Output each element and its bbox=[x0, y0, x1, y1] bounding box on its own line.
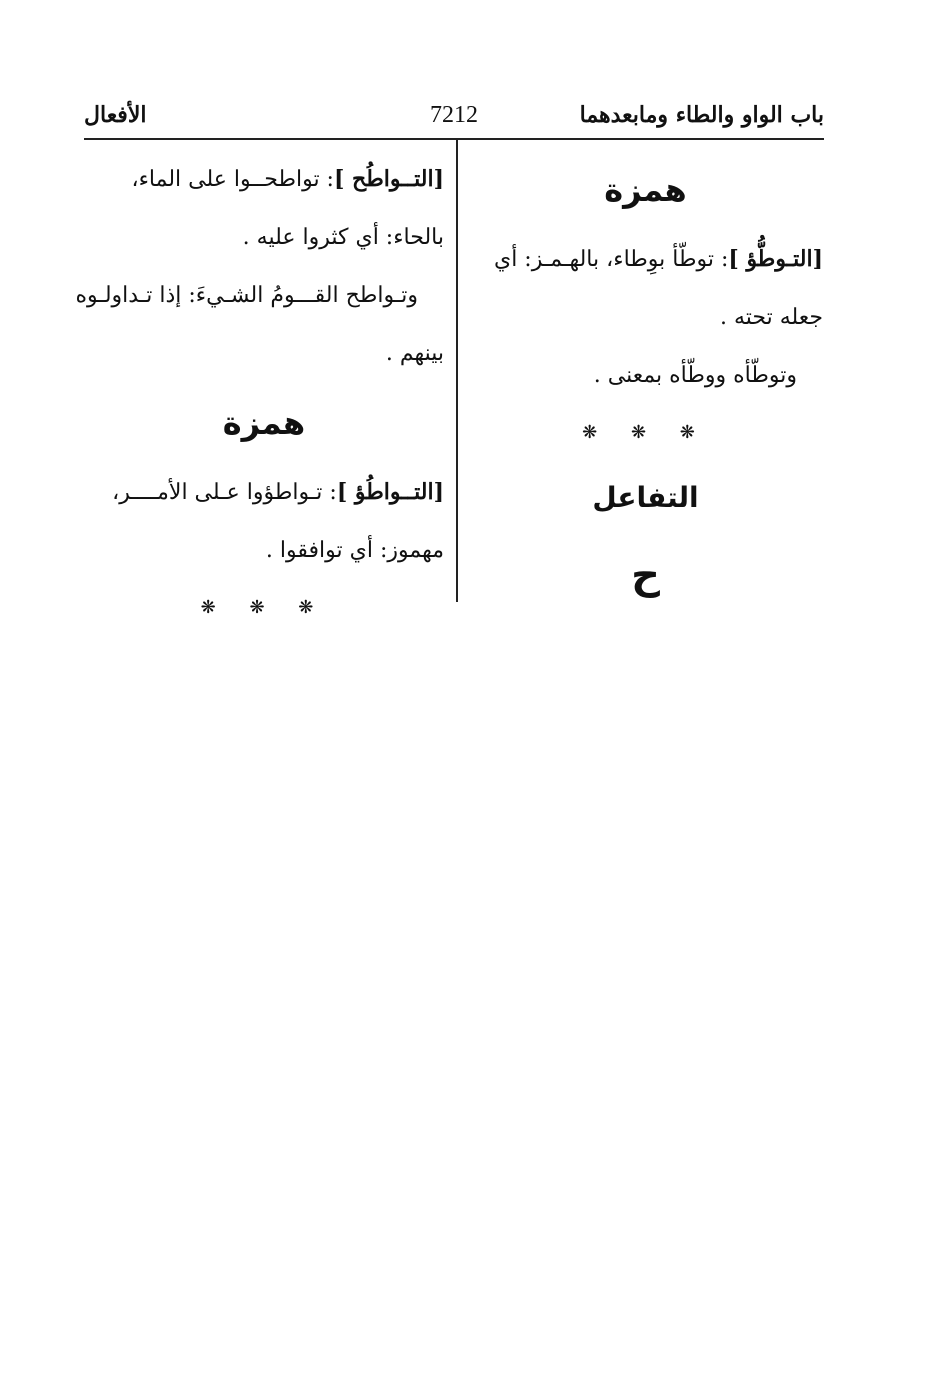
page-number: 7212 bbox=[430, 102, 478, 128]
entry-term: [التـوطُّؤ ] bbox=[728, 246, 823, 272]
section-heading-hamza: همزة bbox=[222, 404, 306, 442]
entry-term: [التــواطُح ] bbox=[333, 166, 444, 192]
entry-text: : تواطحــوا على الماء، bbox=[131, 167, 334, 192]
section-running-title: الأفعال bbox=[84, 102, 147, 128]
entry-tawatu-line-1 bbox=[84, 463, 444, 522]
page-header bbox=[84, 98, 824, 140]
entry-tawattu-line-1 bbox=[468, 230, 823, 289]
chapter-running-title: باب الواو والطاء ومابعدهما bbox=[579, 102, 824, 128]
column-divider bbox=[456, 140, 458, 602]
entry-tawattu-line-2: جعله تحته . bbox=[719, 305, 823, 330]
entry-text: : تـواطؤوا عـلى الأمــــر، bbox=[112, 480, 337, 505]
entry-tawatuh-line-4: بينهم . bbox=[385, 341, 444, 366]
section-separator-stars: ❋ ❋ ❋ bbox=[582, 422, 709, 443]
section-heading-hamza: همزة bbox=[604, 171, 687, 209]
entry-tawattu-line-3: وتوطّأه ووطّأه بمعنى . bbox=[593, 363, 797, 388]
letter-heading-ha: ح bbox=[631, 552, 660, 598]
entry-text: : توطّأ بوِطاء، بالهـمـز: أي bbox=[493, 247, 729, 272]
entry-tawatuh-line-1 bbox=[84, 150, 444, 209]
chapter-heading-tafaul: التفاعل bbox=[592, 481, 699, 514]
entry-tawatuh-line-2: بالحاء: أي كثروا عليه . bbox=[242, 225, 444, 250]
entry-tawatuh-line-3: وتـواطح القـــومُ الشـيءَ: إذا تـداولـوه bbox=[75, 283, 418, 308]
right-column bbox=[468, 150, 823, 615]
entry-tawatu-line-2: مهموز: أي توافقوا . bbox=[265, 538, 444, 563]
entry-term: [التــواطُؤ ] bbox=[336, 479, 444, 505]
section-separator-stars: ❋ ❋ ❋ bbox=[200, 597, 328, 618]
left-column bbox=[75, 150, 444, 636]
